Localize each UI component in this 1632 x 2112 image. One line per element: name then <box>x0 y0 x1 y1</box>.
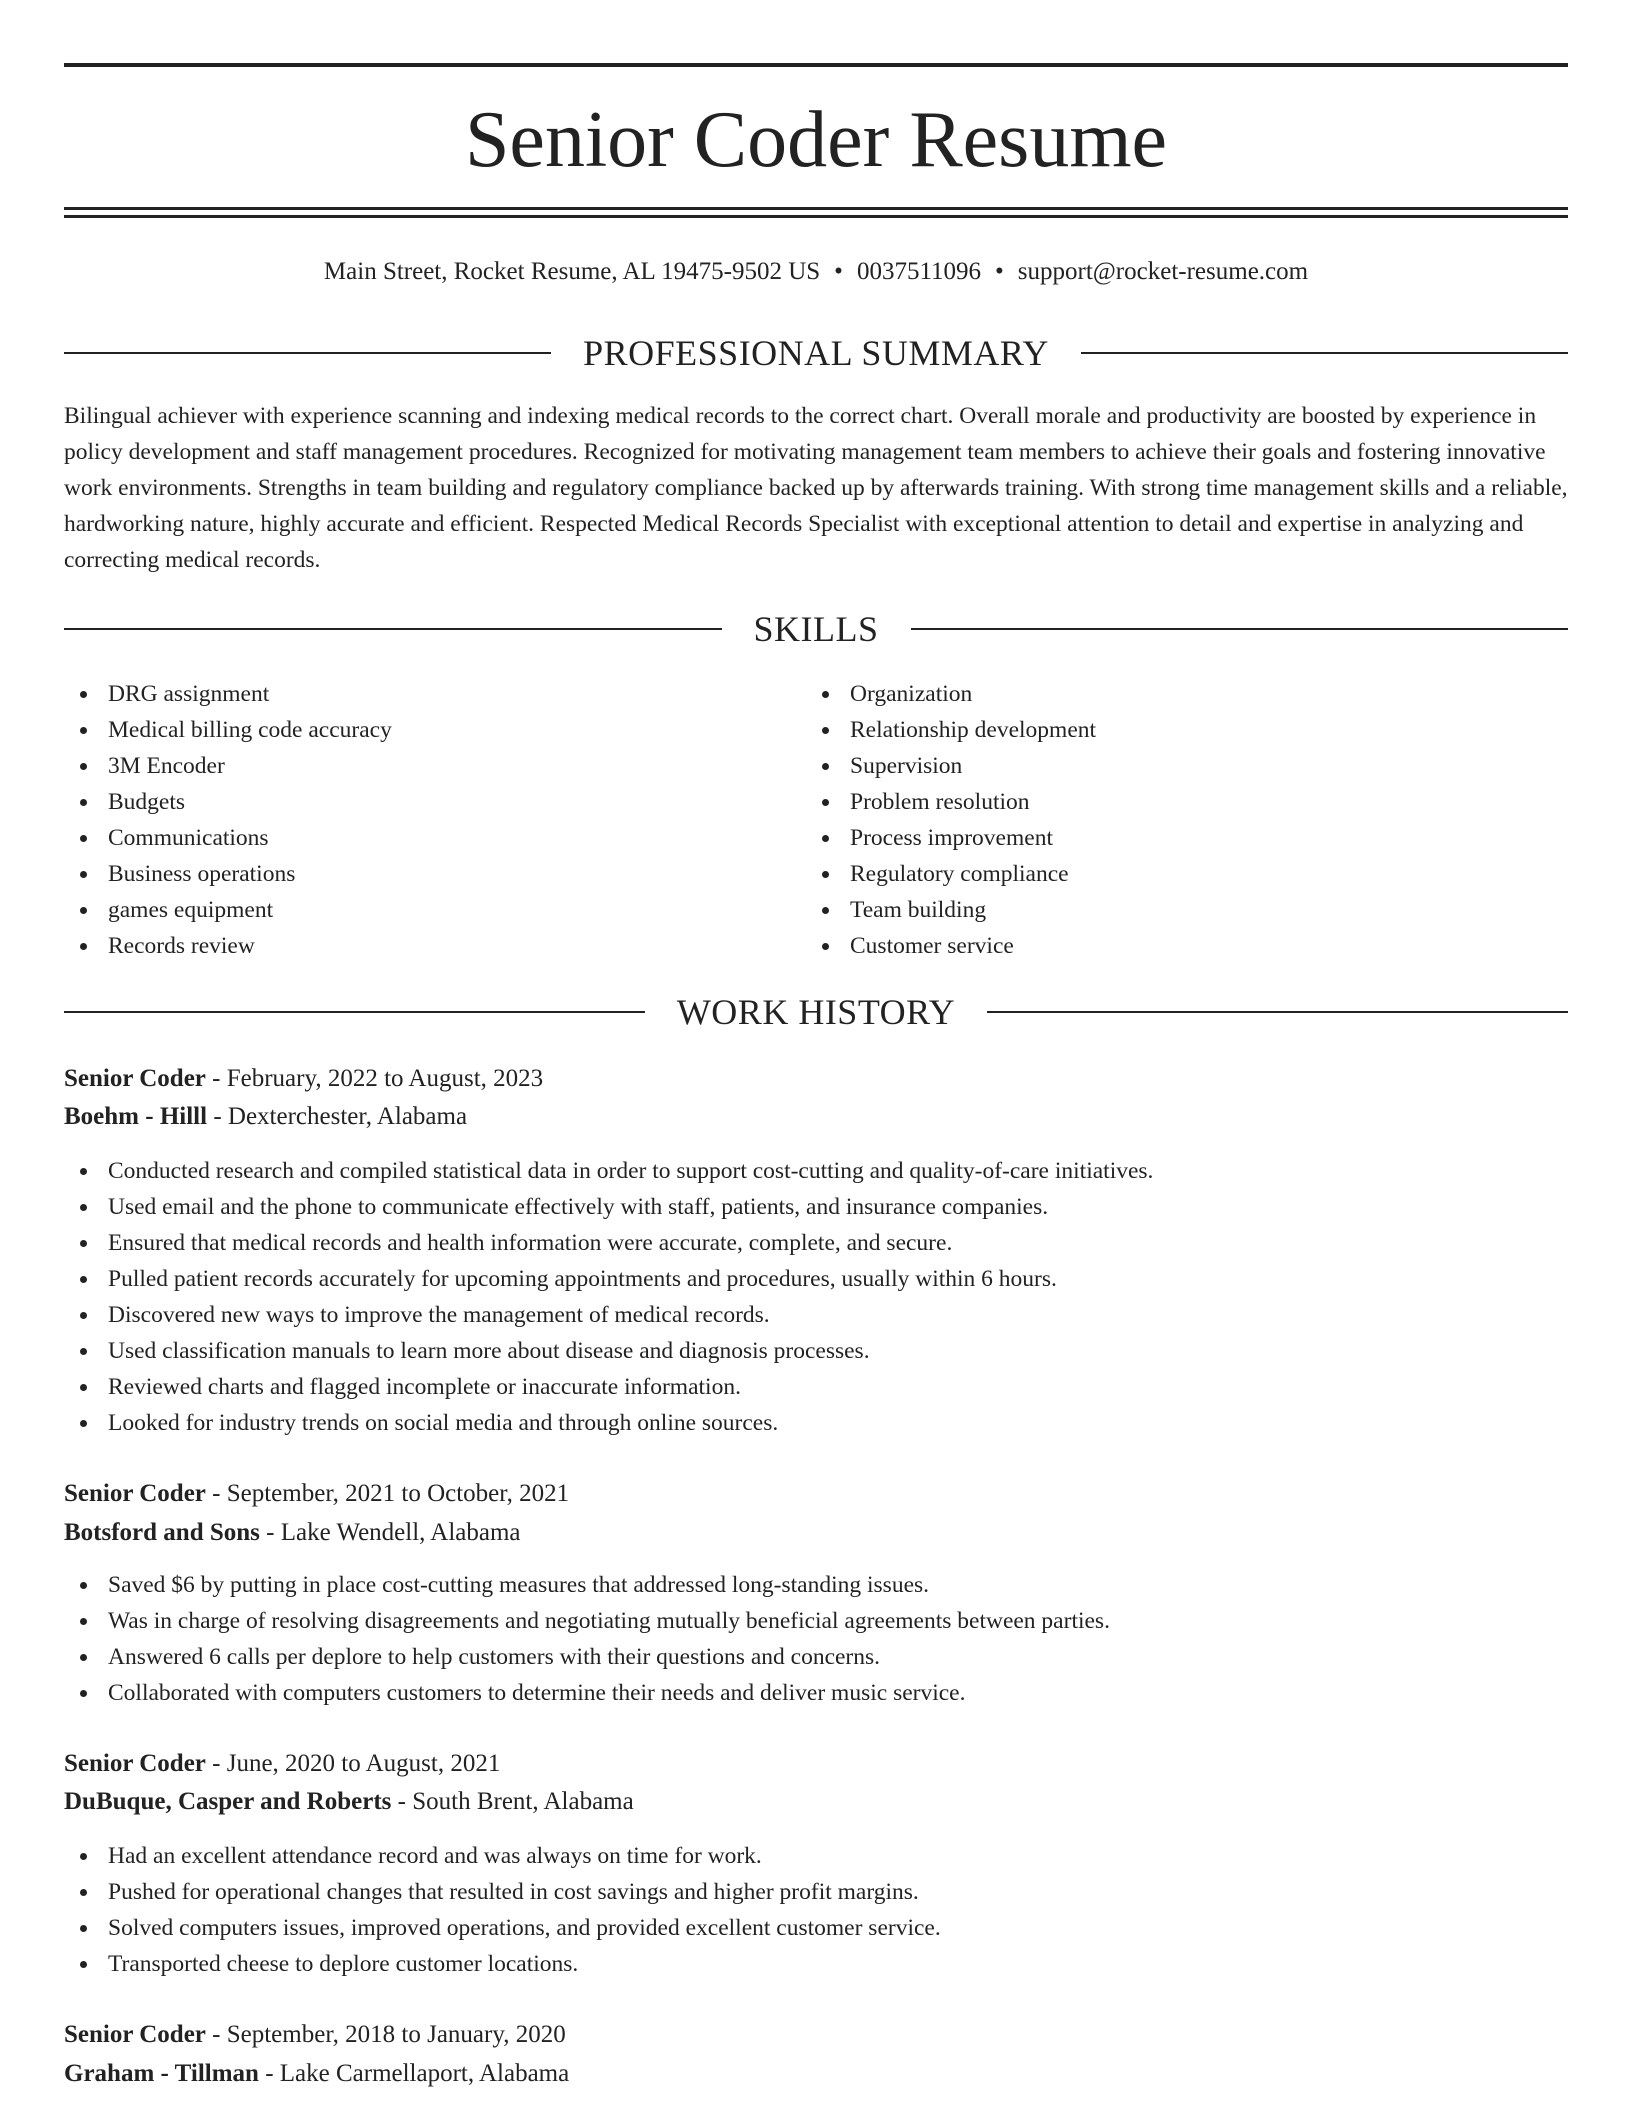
skill-item: Regulatory compliance <box>806 856 1548 892</box>
skills-heading-label: SKILLS <box>753 609 879 649</box>
job-dates: - September, 2021 to October, 2021 <box>205 1480 570 1507</box>
job-company: Boehm - Hilll <box>64 1103 208 1130</box>
skills-column-right <box>806 676 1548 964</box>
job-title: Senior Coder <box>64 2021 206 2048</box>
job-bullet: Answered 6 calls per deplore to help customers with their questions and concerns. <box>64 1639 1568 1675</box>
job-bullet: Transported cheese to deplore customer locations. <box>64 1946 1568 1982</box>
skill-item: Supervision <box>806 748 1548 784</box>
job-bullet: Used email and the phone to communicate effectively with staff, patients, and insurance companies. <box>64 1189 1568 1225</box>
job-dates: - February, 2022 to August, 2023 <box>205 1065 544 1092</box>
job-company-line <box>64 2056 1568 2092</box>
job-dates: - September, 2018 to January, 2020 <box>205 2021 566 2048</box>
job-company: DuBuque, Casper and Roberts <box>64 1788 392 1815</box>
job-title-line <box>64 2017 1568 2053</box>
job-bullet: Was in charge of resolving disagreements and negotiating mutually beneficial agreements between parties. <box>64 1603 1568 1639</box>
job-bullet: Ensured that medical records and health information were accurate, complete, and secure. <box>64 1225 1568 1261</box>
job-bullet: Collaborated with computers customers to determine their needs and deliver music service. <box>64 1675 1568 1711</box>
job-company-line <box>64 1784 1568 1820</box>
skill-item: Team building <box>806 892 1548 928</box>
job-title: Senior Coder <box>64 1480 206 1507</box>
heading-rule-left <box>64 628 722 630</box>
job-bullet: Conducted research and compiled statistical data in order to support cost-cutting and quality-of-care initiatives. <box>64 1153 1568 1189</box>
skill-item: Business operations <box>64 856 806 892</box>
heading-rule-right <box>1081 352 1568 354</box>
job-location: - Lake Carmellaport, Alabama <box>258 2060 570 2087</box>
job-company-line <box>64 1099 1568 1135</box>
skill-item: Records review <box>64 928 806 964</box>
job-bullet: Had an excellent attendance record and was always on time for work. <box>64 1838 1568 1874</box>
contact-phone: 0037511096 <box>856 258 982 285</box>
job-bullet: Discovered new ways to improve the management of medical records. <box>64 1297 1568 1333</box>
job-bullet: Reviewed charts and flagged incomplete or inaccurate information. <box>64 1369 1568 1405</box>
job-bullet: Solved computers issues, improved operations, and provided excellent customer service. <box>64 1910 1568 1946</box>
skills-list <box>64 676 1568 964</box>
heading-rule-left <box>64 1011 645 1013</box>
heading-rule-left <box>64 352 551 354</box>
job-bullet: Pulled patient records accurately for upcoming appointments and procedures, usually within 6 hours. <box>64 1261 1568 1297</box>
skill-item: Communications <box>64 820 806 856</box>
skill-item: games equipment <box>64 892 806 928</box>
heading-rule-right <box>911 628 1569 630</box>
job-dates: - June, 2020 to August, 2021 <box>205 1750 501 1777</box>
job-title-line <box>64 1746 1568 1782</box>
job-title-line <box>64 1476 1568 1512</box>
skill-item: 3M Encoder <box>64 748 806 784</box>
header-top-rule <box>64 63 1568 67</box>
header-double-rule-bottom <box>64 215 1568 218</box>
summary-text: Bilingual achiever with experience scanning and indexing medical records to the correct chart. Overall morale and productivity are boosted by experience in policy development and staff management procedures. Recognized for motivating management team members to achieve their goals and fostering innovative work environments. Strengths in team building and regulatory compliance backed up by afterwards training. With strong time management skills and a reliable, hardworking nature, highly accurate and efficient. Respected Medical Records Specialist with exceptional attention to detail and expertise in analyzing and correcting medical records. <box>64 403 1568 573</box>
skill-item: Customer service <box>806 928 1548 964</box>
job-location: - Dexterchester, Alabama <box>207 1103 468 1130</box>
skill-item: Problem resolution <box>806 784 1548 820</box>
heading-rule-right <box>987 1011 1568 1013</box>
skill-item: Budgets <box>64 784 806 820</box>
job-title: Senior Coder <box>64 1750 206 1777</box>
job-bullets <box>64 1567 1568 1711</box>
job-bullet: Used classification manuals to learn more about disease and diagnosis processes. <box>64 1333 1568 1369</box>
contact-separator: • <box>834 258 843 285</box>
job-title-line <box>64 1061 1568 1097</box>
skill-item: DRG assignment <box>64 676 806 712</box>
contact-line <box>64 255 1568 289</box>
skills-heading <box>64 609 1568 649</box>
job-bullet: Looked for industry trends on social media and through online sources. <box>64 1405 1568 1441</box>
job-bullets <box>64 1838 1568 1982</box>
contact-separator: • <box>995 258 1004 285</box>
summary-heading-label: PROFESSIONAL SUMMARY <box>583 333 1049 373</box>
header-double-rule-top <box>64 207 1568 210</box>
job-bullet: Pushed for operational changes that resulted in cost savings and higher profit margins. <box>64 1874 1568 1910</box>
work-history-heading-label: WORK HISTORY <box>676 992 956 1032</box>
work-history-heading <box>64 992 1568 1032</box>
job-company: Botsford and Sons <box>64 1519 260 1546</box>
job-bullets <box>64 1153 1568 1441</box>
job-location: - South Brent, Alabama <box>391 1788 634 1815</box>
page-title: Senior Coder Resume <box>464 96 1168 184</box>
job-bullet: Saved $6 by putting in place cost-cutting measures that addressed long-standing issues. <box>64 1567 1568 1603</box>
contact-address: Main Street, Rocket Resume, AL 19475-9502 US <box>323 258 821 285</box>
job-company-line <box>64 1515 1568 1551</box>
contact-email: support@rocket-resume.com <box>1017 258 1309 285</box>
job-location: - Lake Wendell, Alabama <box>259 1519 521 1546</box>
job-company: Graham - Tillman <box>64 2060 259 2087</box>
skill-item: Relationship development <box>806 712 1548 748</box>
job-title: Senior Coder <box>64 1065 206 1092</box>
skill-item: Process improvement <box>806 820 1548 856</box>
skills-column-left <box>64 676 806 964</box>
summary-heading <box>64 333 1568 373</box>
skill-item: Organization <box>806 676 1548 712</box>
skill-item: Medical billing code accuracy <box>64 712 806 748</box>
